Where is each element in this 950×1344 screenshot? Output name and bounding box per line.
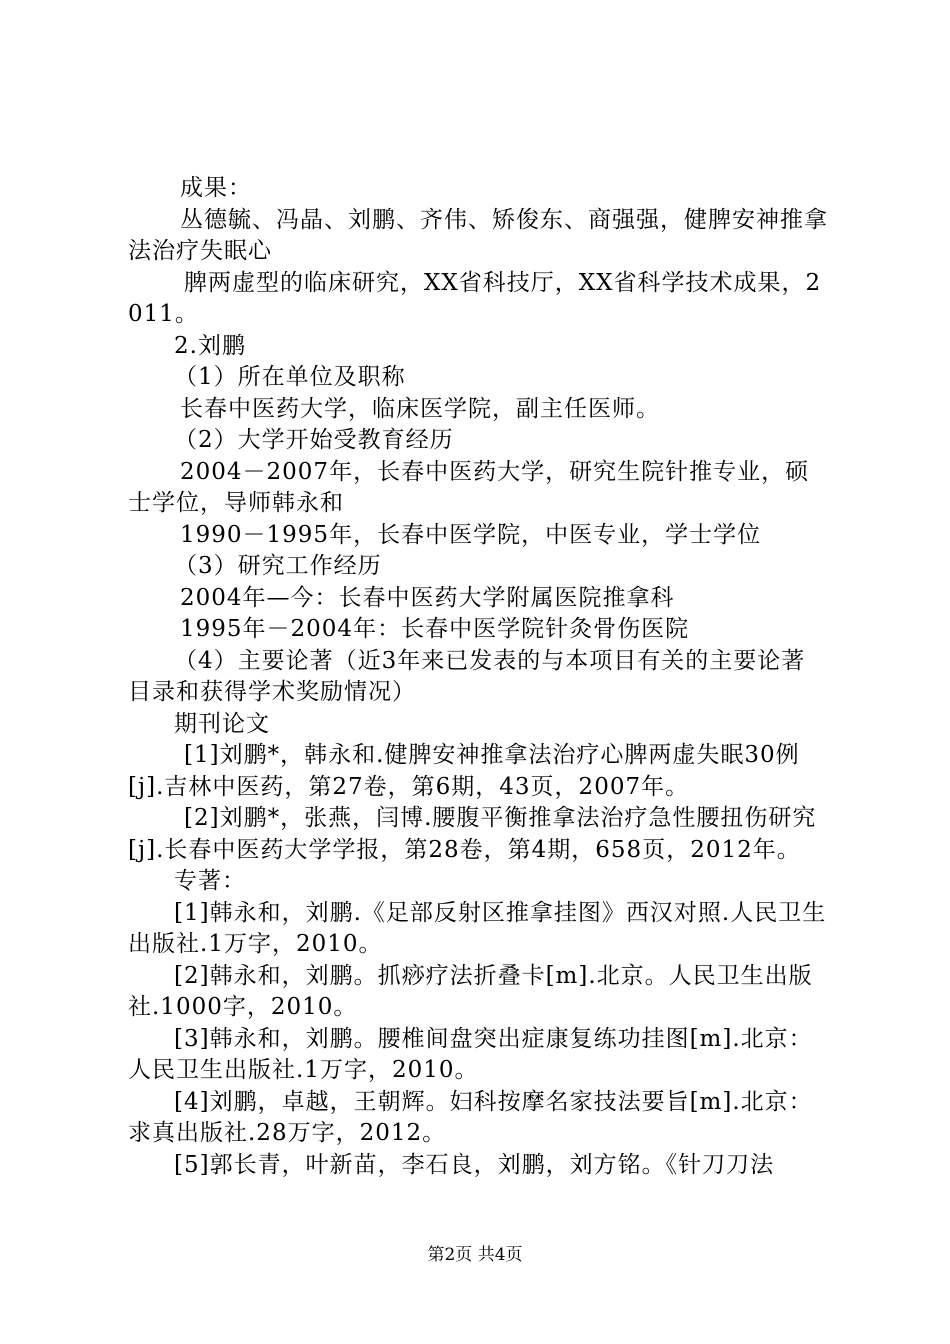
paragraph-education-2: 1990－1995年，长春中医学院，中医专业，学士学位 [180,521,762,548]
paragraph-achievements-heading: 成果： [180,175,252,201]
paragraph-section-2-heading: （2）大学开始受教育经历 [174,427,454,453]
document-body [128,173,828,1181]
paragraph-monograph-ref-3: [3]韩永和，刘鹏。腰椎间盘突出症康复练功挂图[m].北京：人民卫生出版社.1万字，2010。 [128,1025,813,1083]
paragraph-person-heading: 2.刘鹏 [174,332,246,359]
paragraph-education-1: 2004－2007年，长春中医药大学，研究生院针推专业，硕士学位，导师韩永和 [128,458,810,516]
paragraph-journal-ref-2: [2]刘鹏*，张燕，闫博.腰腹平衡推拿法治疗急性腰扭伤研究[j].长春中医药大学学报，第28卷，第4期，658页，2012年。 [128,805,817,863]
paragraph-section-4-heading: （4）主要论著（近3年来已发表的与本项目有关的主要论著目录和获得学术奖励情况） [128,647,806,705]
paragraph-affiliation: 长春中医药大学，临床医学院，副主任医师。 [180,395,660,422]
paragraph-monograph-ref-1: [1]韩永和，刘鹏.《足部反射区推拿挂图》西汉对照.人民卫生出版社.1万字，2010。 [128,899,827,957]
paragraph-section-1-heading: （1）所在单位及职称 [174,364,406,390]
paragraph-work-2: 1995年－2004年：长春中医学院针灸骨伤医院 [180,616,690,642]
paragraph-monograph-heading: 专著： [174,868,246,894]
paragraph-work-1: 2004年—今：长春中医药大学附属医院推拿科 [180,584,675,611]
paragraph-monograph-ref-2: [2]韩永和，刘鹏。抓痧疗法折叠卡[m].北京。人民卫生出版社.1000字，2010。 [128,962,813,1020]
paragraph-section-3-heading: （3）研究工作经历 [174,553,382,579]
paragraph-journal-ref-1: [1]刘鹏*，韩永和.健脾安神推拿法治疗心脾两虚失眠30例[j].吉林中医药，第27卷，第6期，43页，2007年。 [128,742,800,800]
paragraph-achievement-authors: 丛德毓、冯晶、刘鹏、齐伟、矫俊东、商强强，健脾安神推拿法治疗失眠心 [128,206,828,264]
page-number-footer: 第2页 共4页 [427,1245,523,1265]
paragraph-journal-heading: 期刊论文 [174,710,270,737]
paragraph-achievement-details: 脾两虚型的临床研究，XX省科技厅，XX省科学技术成果，2011。 [128,269,822,327]
paragraph-monograph-ref-5: [5]郭长青，叶新苗，李石良，刘鹏，刘方铭。《针刀刀法 [174,1151,775,1178]
paragraph-monograph-ref-4: [4]刘鹏，卓越，王朝辉。妇科按摩名家技法要旨[m].北京：求真出版社.28万字，2012。 [128,1088,813,1146]
